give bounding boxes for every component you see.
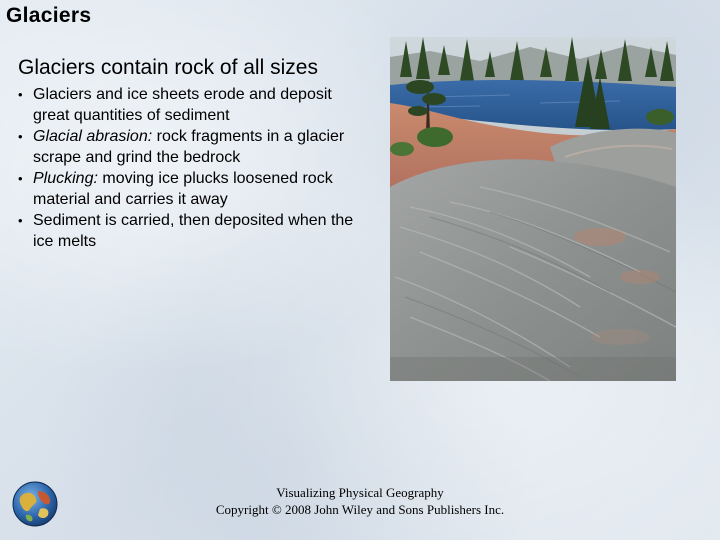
- slide-title: Glaciers: [6, 4, 92, 27]
- copyright-footer: [170, 484, 550, 518]
- bullet-text: Sediment is carried, then deposited when the ice melts: [33, 212, 354, 250]
- bullet-icon: •: [18, 129, 23, 144]
- bullet-term: Glacial abrasion:: [33, 128, 153, 145]
- bullet-text: rock fragments in a glacier scrape and grind the bedrock: [33, 128, 345, 166]
- glacial-rock-photo: [390, 37, 676, 381]
- bullet-icon: •: [18, 87, 23, 102]
- bullet-item: [18, 84, 368, 126]
- slide-subtitle: Glaciers contain rock of all sizes: [18, 56, 318, 79]
- bullet-text: Glaciers and ice sheets erode and deposit great quantities of sediment: [33, 86, 332, 124]
- bullet-item: [18, 126, 368, 168]
- bullet-text: moving ice plucks loosened rock material and carries it away: [33, 170, 333, 208]
- footer-copyright: Copyright © 2008 John Wiley and Sons Publishers Inc.: [215, 502, 505, 517]
- bullet-list: [18, 84, 368, 252]
- globe-logo-icon: [12, 481, 58, 527]
- bullet-icon: •: [18, 213, 23, 228]
- bullet-icon: •: [18, 171, 23, 186]
- footer-book-title: Visualizing Physical Geography: [276, 485, 444, 500]
- bullet-item: [18, 168, 368, 210]
- bullet-item: [18, 210, 368, 252]
- bullet-term: Plucking:: [33, 170, 98, 187]
